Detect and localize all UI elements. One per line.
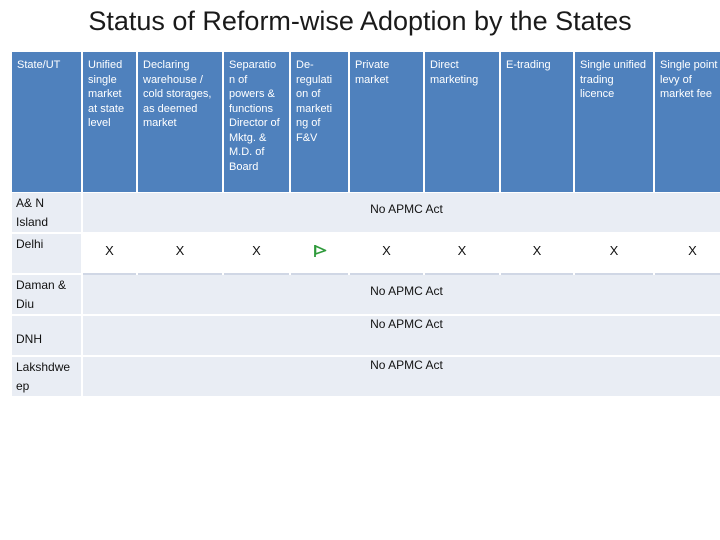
header-single-trading-licence: Single unified trading licence [575,52,653,193]
delhi-declaring-warehouse: X [138,234,222,275]
header-private-market: Private market [350,52,423,193]
slide-title: Status of Reform-wise Adoption by the States [88,6,632,36]
row-label-dnh: DNH [12,316,81,357]
row-note-lakshadweep [83,357,720,398]
header-separation-of-powers: Separatio n of powers & functions Director of Mktg. & M.D. of Board [224,52,289,193]
row-label-daman-diu: Daman & Diu [12,275,81,316]
delhi-e-trading: X [501,234,573,275]
header-single-point-levy: Single point levy of market fee [655,52,720,193]
header-direct-marketing: Direct marketing [425,52,499,193]
delhi-single-point-levy: X [655,234,720,275]
reform-status-table [12,52,718,398]
row-label-lakshadweep: Lakshdwe ep [12,357,81,398]
delhi-private-market: X [350,234,423,275]
row-note-an-island [83,193,720,234]
delhi-unified-single-market: X [83,234,136,275]
no-apmc-act-text: No APMC Act [370,358,443,372]
header-deregulation-fv: De- regulati on of marketi ng of F&V [291,52,348,193]
header-unified-single-market: Unified single market at state level [83,52,136,193]
no-apmc-act-text: No APMC Act [370,202,443,216]
row-label-delhi: Delhi [12,234,81,275]
header-state-ut: State/UT [12,52,81,193]
header-declaring-warehouse: Declaring warehouse / cold storages, as deemed market [138,52,222,193]
delhi-separation-of-powers: X [224,234,289,275]
no-apmc-act-text: No APMC Act [370,284,443,298]
no-apmc-act-text: No APMC Act [370,317,443,331]
delhi-single-trading-licence: X [575,234,653,275]
header-e-trading: E-trading [501,52,573,193]
row-note-daman-diu [83,275,720,316]
green-flag-icon [313,244,327,258]
row-note-dnh [83,316,720,357]
delhi-direct-marketing: X [425,234,499,275]
delhi-deregulation-fv [291,234,348,275]
row-label-an-island: A& N Island [12,193,81,234]
